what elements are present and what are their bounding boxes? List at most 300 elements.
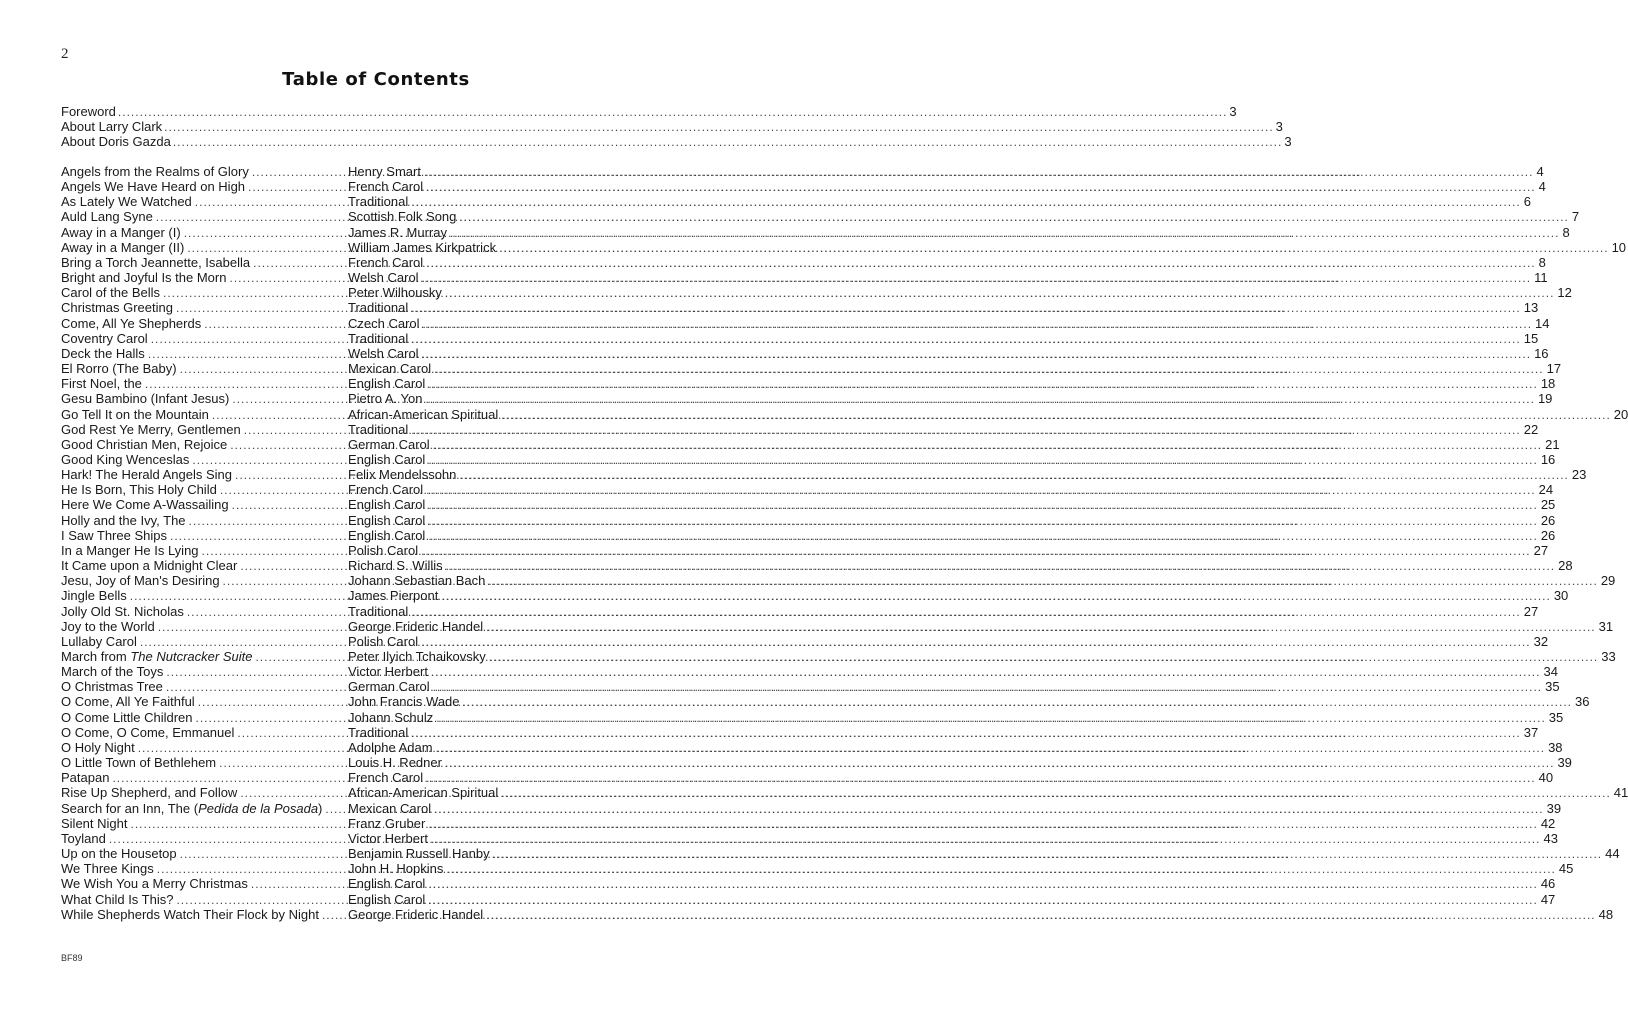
entry-title (61, 861, 154, 876)
entry-composer: Scottish Folk Song (348, 209, 457, 225)
composer-column (348, 361, 1561, 376)
composer-column (348, 543, 1548, 558)
composer-column (348, 649, 1616, 664)
composer-column (348, 892, 1555, 907)
page-ref: 6 (1523, 194, 1531, 210)
page-ref: 15 (1523, 330, 1539, 346)
entry-title (61, 740, 135, 755)
entry-composer: Johann Schulz (348, 709, 434, 725)
title-column (61, 407, 348, 422)
entry-title-text: O Holy Night (61, 739, 135, 755)
entry-title (61, 831, 106, 846)
dot-leader (411, 605, 1521, 619)
entry-title-text: In a Manger He Is Lying (61, 542, 199, 558)
toc-entry[interactable] (61, 542, 1549, 558)
dot-leader (173, 135, 1283, 149)
entry-title (61, 710, 193, 725)
toc-entry[interactable] (61, 770, 1554, 786)
title-column (61, 664, 348, 679)
toc-entry[interactable] (61, 254, 1546, 270)
composer-column (348, 861, 1573, 876)
dot-leader (459, 210, 1569, 224)
entry-title (61, 467, 232, 482)
page-title: Table of Contents (282, 69, 470, 90)
page-ref: 30 (1553, 588, 1569, 604)
composer-column (348, 225, 1570, 240)
dot-leader (421, 635, 1531, 649)
entry-composer: Franz Gruber (348, 815, 426, 831)
toc-entry[interactable] (61, 194, 1531, 210)
entry-title: Foreword (61, 104, 116, 119)
composer-column (348, 179, 1546, 194)
composer-column (348, 740, 1563, 755)
page-ref: 28 (1558, 558, 1573, 574)
composer-column (348, 907, 1613, 922)
dot-leader (421, 544, 1531, 558)
entry-title-text: O Little Town of Bethlehem (61, 755, 217, 771)
composer-column (348, 816, 1555, 831)
composer-column (348, 634, 1548, 649)
entry-title-text: Jolly Old St. Nicholas (61, 603, 184, 619)
composer-column (348, 270, 1548, 285)
toc-entry[interactable] (61, 891, 1556, 907)
toc-entry[interactable] (61, 497, 1556, 513)
page-ref: 3 (1284, 134, 1292, 150)
entry-title (61, 209, 153, 224)
title-column (61, 361, 348, 376)
toc-entry[interactable] (61, 815, 1556, 831)
title-column (61, 513, 348, 528)
entry-title (61, 225, 181, 240)
dot-leader (459, 468, 1569, 482)
entry-title-text: Away in a Manger (I) (61, 224, 181, 240)
title-column (61, 816, 348, 831)
title-column (61, 316, 348, 331)
entry-title-text: O Come, All Ye Faithful (61, 694, 195, 710)
toc-entry[interactable] (61, 846, 1620, 862)
page-ref: 21 (1545, 436, 1560, 452)
composer-column (348, 801, 1561, 816)
title-column (61, 164, 348, 179)
title-column (61, 285, 348, 300)
page-ref: 25 (1540, 497, 1556, 513)
toc-entry[interactable] (61, 861, 1574, 877)
toc-entry[interactable] (61, 361, 1562, 377)
entry-title (61, 194, 192, 209)
entry-title-text: We Three Kings (61, 861, 154, 877)
entry-title-italic: The Nutcracker Suite (130, 649, 253, 664)
toc-entry[interactable] (61, 224, 1570, 240)
dot-leader (425, 392, 1535, 406)
entry-title-text: First Noel, the (61, 376, 142, 392)
entry-title (61, 679, 163, 694)
composer-column (348, 285, 1572, 300)
entry-composer: French Carol (348, 254, 424, 270)
page-ref: 4 (1536, 164, 1544, 179)
composer-column (348, 437, 1560, 452)
title-column (61, 588, 348, 603)
entry-composer: John H. Hopkins (348, 861, 444, 877)
toc-entry[interactable] (61, 694, 1590, 710)
dot-leader (434, 362, 1544, 376)
dot-leader (489, 650, 1599, 664)
title-column (61, 194, 348, 209)
page-ref: 19 (1537, 391, 1553, 407)
entry-title (61, 407, 209, 422)
page-ref: 35 (1545, 679, 1560, 695)
dot-leader (428, 529, 1538, 543)
toc-entry[interactable] (61, 664, 1558, 680)
entry-composer: Welsh Carol (348, 270, 419, 286)
entry-title-text: Angels We Have Heard on High (61, 179, 246, 195)
toc-entry[interactable] (61, 482, 1554, 498)
entry-title (61, 285, 160, 300)
dot-leader (428, 377, 1538, 391)
page-ref: 47 (1540, 891, 1556, 907)
entry-title (61, 619, 155, 634)
toc-entry[interactable] (61, 649, 1616, 664)
toc-entry[interactable] (61, 436, 1560, 452)
entry-composer: Welsh Carol (348, 345, 419, 361)
entry-title-text: Deck the Halls (61, 345, 145, 361)
entry-title-text: While Shepherds Watch Their Flock by Night (61, 906, 319, 922)
toc-entry[interactable] (61, 618, 1614, 634)
entry-composer: English Carol (348, 497, 426, 513)
page-ref: 20 (1613, 406, 1628, 422)
toc-entry[interactable] (61, 800, 1562, 816)
dot-leader (422, 271, 1532, 285)
page-ref: 3 (1275, 119, 1283, 135)
composer-column (348, 831, 1558, 846)
entry-composer: Polish Carol (348, 542, 419, 558)
title-column (61, 755, 348, 770)
dot-leader (486, 620, 1596, 634)
dot-leader (428, 817, 1538, 831)
entry-composer: French Carol (348, 482, 424, 498)
title-column (61, 422, 348, 437)
entry-title-text: Toyland (61, 830, 106, 846)
entry-composer: French Carol (348, 179, 424, 195)
page-ref: 8 (1562, 224, 1570, 240)
page-ref: 40 (1538, 770, 1554, 786)
title-column (61, 300, 348, 315)
composer-column (348, 316, 1550, 331)
page-ref: 12 (1557, 285, 1572, 301)
page-ref: 13 (1523, 300, 1539, 316)
dot-leader (501, 786, 1611, 800)
dot-leader (463, 695, 1573, 709)
entry-title (61, 801, 322, 816)
entry-title (61, 907, 319, 922)
composer-column (348, 679, 1560, 694)
title-column (61, 497, 348, 512)
page-ref: 11 (1534, 270, 1548, 286)
composer-column (348, 725, 1538, 740)
page-ref: 26 (1540, 512, 1556, 528)
toc-entry[interactable] (61, 679, 1560, 695)
composer-column (348, 331, 1538, 346)
entry-composer: Victor Herbert (348, 664, 428, 680)
dot-leader (428, 453, 1538, 467)
title-column (61, 801, 348, 816)
composer-column (348, 164, 1544, 179)
entry-composer: Peter Ilyich Tchaikovsky (348, 649, 486, 664)
dot-leader (493, 847, 1603, 861)
toc-entry[interactable] (61, 633, 1549, 649)
toc-entry[interactable] (61, 179, 1546, 195)
page-ref: 46 (1540, 876, 1556, 892)
title-column (61, 694, 348, 709)
entry-title (61, 346, 145, 361)
dot-leader (441, 589, 1551, 603)
entry-title (61, 497, 229, 512)
entry-title-text: Carol of the Bells (61, 285, 160, 301)
dot-leader (431, 665, 1541, 679)
entry-composer: African-American Spiritual (348, 785, 499, 801)
entry-composer: English Carol (348, 451, 426, 467)
toc-entry[interactable] (61, 270, 1548, 286)
dot-leader (488, 574, 1598, 588)
entry-title-text: March of the Toys (61, 664, 164, 680)
dot-leader (426, 483, 1536, 497)
composer-column (348, 588, 1568, 603)
entry-title (61, 816, 127, 831)
page-ref: 39 (1546, 800, 1562, 816)
composer-column (348, 452, 1555, 467)
entry-title (61, 482, 217, 497)
page-ref: 18 (1540, 376, 1556, 392)
page-ref: 31 (1598, 618, 1614, 634)
entry-title (61, 694, 195, 709)
title-column (61, 179, 348, 194)
entry-title-text: El Rorro (The Baby) (61, 361, 177, 377)
toc-entry[interactable] (61, 239, 1627, 255)
toc-entry[interactable] (61, 876, 1556, 892)
entry-title-text: Here We Come A-Wassailing (61, 497, 229, 513)
dot-leader (426, 180, 1536, 194)
toc-entry[interactable] (61, 209, 1580, 225)
composer-column (348, 467, 1586, 482)
entry-title-text: Lullaby Carol (61, 633, 137, 649)
page-ref: 10 (1611, 239, 1627, 255)
title-column (61, 634, 348, 649)
dot-leader (431, 832, 1541, 846)
toc-entry[interactable] (61, 739, 1563, 755)
catalog-code: BF89 (61, 953, 83, 963)
page-ref: 33 (1601, 649, 1616, 664)
entry-composer: Peter Wilhousky (348, 285, 442, 301)
dot-leader (428, 877, 1538, 891)
composer-column (348, 785, 1628, 800)
toc-entry[interactable] (61, 785, 1628, 801)
dot-leader (436, 711, 1546, 725)
entry-title (61, 437, 227, 452)
entry-title-text: Come, All Ye Shepherds (61, 315, 202, 331)
entry-title-text: Gesu Bambino (Infant Jesus) (61, 391, 230, 407)
title-column (61, 225, 348, 240)
dot-leader (428, 514, 1538, 528)
entry-composer: English Carol (348, 876, 426, 892)
toc-entry[interactable] (61, 345, 1549, 361)
entry-title (61, 558, 237, 573)
entry-title-text: Silent Night (61, 815, 128, 831)
entry-title-text: Rise Up Shepherd, and Follow (61, 785, 238, 801)
entry-title-text: Search for an Inn, The ( (61, 800, 199, 816)
entry-composer: Traditional (348, 603, 409, 619)
entry-title (61, 846, 177, 861)
entry-title (61, 604, 184, 619)
toc-entry[interactable] (61, 755, 1572, 771)
entry-title-text: I Saw Three Ships (61, 527, 167, 543)
entry-title (61, 316, 201, 331)
toc-entry[interactable] (61, 709, 1564, 725)
dot-leader (445, 756, 1555, 770)
front-matter-entry[interactable] (61, 119, 1283, 135)
title-column (61, 391, 348, 406)
entry-title-text: Joy to the World (61, 618, 155, 634)
dot-leader (446, 559, 1556, 573)
page-ref: 16 (1540, 451, 1556, 467)
toc-entry[interactable] (61, 830, 1558, 846)
composer-column (348, 346, 1549, 361)
toc-entry[interactable] (61, 527, 1556, 543)
toc-entry[interactable] (61, 724, 1539, 740)
entry-title-text: O Come, O Come, Emmanuel (61, 724, 235, 740)
title-column (61, 861, 348, 876)
page-ref: 32 (1533, 633, 1549, 649)
page-ref: 27 (1523, 603, 1539, 619)
entry-composer: Traditional (348, 421, 409, 437)
entry-title-text: Away in a Manger (II) (61, 239, 185, 255)
entry-title (61, 391, 229, 406)
entry-composer: African-American Spiritual (348, 406, 499, 422)
page-ref: 37 (1523, 724, 1539, 740)
entry-title-text: As Lately We Watched (61, 194, 192, 210)
toc-entry[interactable] (61, 406, 1628, 422)
page-ref: 42 (1540, 815, 1556, 831)
page-ref: 29 (1600, 573, 1616, 589)
entry-title (61, 543, 199, 558)
composer-column (348, 710, 1563, 725)
page-ref: 43 (1543, 830, 1558, 846)
composer-column (348, 240, 1626, 255)
toc-entry[interactable] (61, 391, 1553, 407)
entry-title-text: God Rest Ye Merry, Gentlemen (61, 421, 241, 437)
page-ref: 35 (1548, 709, 1564, 725)
entry-title (61, 513, 186, 528)
entry-title (61, 422, 241, 437)
entry-composer: George Frideric Handel (348, 618, 484, 634)
composer-column (348, 604, 1538, 619)
toc-entry[interactable] (61, 512, 1556, 528)
composer-column (348, 255, 1546, 270)
dot-leader (436, 741, 1546, 755)
toc-entry[interactable] (61, 315, 1550, 331)
toc-entry[interactable] (61, 906, 1614, 922)
title-column (61, 649, 348, 664)
page-ref: 17 (1546, 361, 1562, 377)
entry-title (61, 528, 167, 543)
entry-title-text: Hark! The Herald Angels Sing (61, 467, 233, 483)
page-ref: 41 (1613, 785, 1628, 801)
entry-title (61, 452, 189, 467)
composer-column (348, 528, 1555, 543)
toc-entry[interactable] (61, 285, 1572, 301)
composer-column (348, 619, 1613, 634)
entry-composer: Mexican Carol (348, 800, 432, 816)
entry-title-rest: ) (318, 800, 323, 816)
dot-leader (426, 771, 1536, 785)
entry-composer: Polish Carol (348, 633, 419, 649)
dot-leader (411, 423, 1521, 437)
entry-title-text: Bring a Torch Jeannette, Isabella (61, 254, 251, 270)
toc-entry[interactable] (61, 451, 1556, 467)
title-column (61, 876, 348, 891)
dot-leader (434, 802, 1544, 816)
title-column (61, 528, 348, 543)
entry-composer: German Carol (348, 679, 430, 695)
dot-leader (118, 105, 1228, 119)
entry-title-text: March from (61, 649, 131, 664)
entry-composer: James R. Murray (348, 224, 447, 240)
dot-leader (433, 438, 1543, 452)
title-column (61, 907, 348, 922)
front-matter-list (61, 104, 1292, 150)
entry-title-text: Good Christian Men, Rejoice (61, 436, 228, 452)
entry-composer: Mexican Carol (348, 361, 432, 377)
composer-column (348, 482, 1553, 497)
toc-entry[interactable] (61, 300, 1539, 316)
page-ref: 48 (1598, 906, 1614, 922)
page-ref: 14 (1535, 315, 1550, 331)
entry-composer: German Carol (348, 436, 430, 452)
entry-title (61, 179, 245, 194)
entry-composer: Louis H. Redner (348, 755, 442, 771)
toc-entry[interactable] (61, 376, 1556, 392)
entry-composer: Felix Mendelssohn (348, 467, 457, 483)
toc-entry[interactable] (61, 588, 1569, 604)
entry-title-text: Coventry Carol (61, 330, 148, 346)
entry-title (61, 331, 148, 346)
dot-leader (411, 301, 1521, 315)
title-column (61, 573, 348, 588)
page-ref: 39 (1557, 755, 1572, 771)
entry-title (61, 876, 248, 891)
page-ref: 44 (1605, 846, 1620, 862)
title-column (61, 255, 348, 270)
toc-entry[interactable] (61, 421, 1539, 437)
toc-entry[interactable] (61, 330, 1539, 346)
entry-title (61, 649, 252, 664)
toc-entry[interactable] (61, 558, 1573, 574)
title-column (61, 604, 348, 619)
front-matter-entry[interactable] (61, 134, 1292, 150)
title-column (61, 770, 348, 785)
front-matter-entry[interactable] (61, 104, 1237, 119)
page-ref: 7 (1571, 209, 1580, 225)
title-column (61, 346, 348, 361)
toc-entry[interactable] (61, 164, 1544, 179)
entry-composer: English Carol (348, 512, 426, 528)
toc-entry[interactable] (61, 603, 1539, 619)
entry-title (61, 240, 184, 255)
entry-composer: John Francis Wade (348, 694, 460, 710)
toc-entry[interactable] (61, 573, 1616, 589)
entry-title-text: Up on the Housetop (61, 846, 177, 862)
entry-title-text: Go Tell It on the Mountain (61, 406, 209, 422)
page-ref: 36 (1575, 694, 1590, 710)
toc-entry[interactable] (61, 467, 1587, 483)
